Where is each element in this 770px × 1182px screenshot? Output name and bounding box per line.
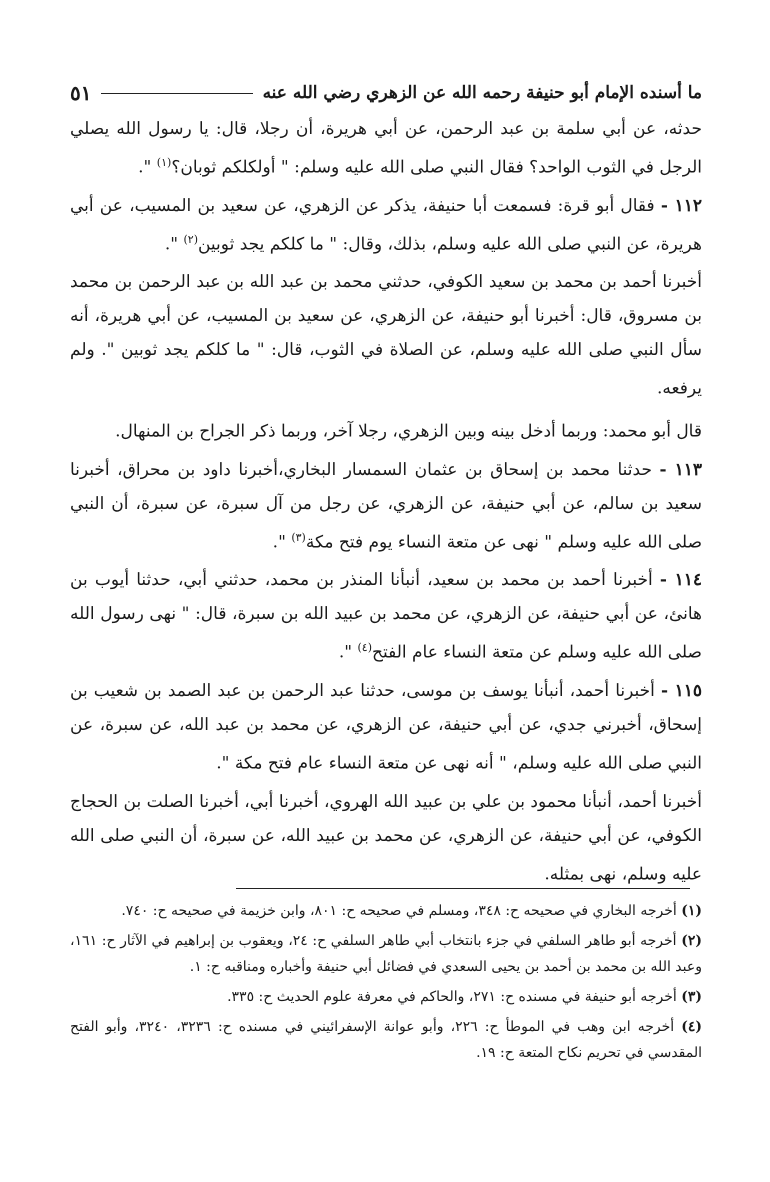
footnote-ref[interactable]: (٢) [183,232,198,246]
footnote [70,898,702,924]
footnote-number: (٣) [681,989,702,1005]
main-text [70,112,702,895]
paragraph-tail: ". [338,642,358,663]
footnotes [70,898,702,1070]
paragraph [70,265,702,406]
hadith-number: ١١٢ - [660,195,702,216]
footnote [70,984,702,1010]
paragraph-tail: ". [138,157,157,178]
footnote-number: (٢) [681,933,702,949]
footnote-text: أخرجه أبو حنيفة في مسنده ح: ٢٧١، والحاكم في معرفة علوم الحديث ح: ٣٣٥. [227,989,677,1005]
footnote-number: (٤) [681,1019,703,1035]
footnote-number: (١) [681,903,702,919]
footnote-ref[interactable]: (١) [156,156,172,169]
paragraph [70,453,702,560]
paragraph-text: أخبرنا أحمد، أنبأنا محمود بن علي بن عبيد الله الهروي، أخبرنا أبي، أخبرنا الصلت بن الحجاج الكوفي، عن أبي حنيفة، عن الزهري، عن محمد بن عبيد الله، عن سبرة، أن النبي صلى الله عليه وسلم، نهى بمثله. [70,791,702,885]
footnote-text: أخرجه البخاري في صحيحه ح: ٣٤٨، ومسلم في صحيحه ح: ٨٠١، وابن خزيمة في صحيحه ح: ٧٤٠. [121,903,677,919]
hadith-number: ١١٥ - [660,680,702,701]
footnote-ref[interactable]: (٣) [291,530,306,544]
hadith-number: ١١٤ - [659,570,702,591]
paragraph-text: أخبرنا أحمد بن محمد بن سعيد، أنبأنا المنذر بن محمد، حدثني أبي، حدثنا أيوب بن هانئ، عن أبي حنيفة، عن الزهري، عن محمد بن عبيد الله بن سبرة، قال: " نهى رسول الله صلى الله عليه وسلم عن متعة النساء عام الفتح [70,570,702,663]
paragraph [70,189,702,262]
running-header [70,78,702,108]
paragraph-text: حدثنا محمد بن إسحاق بن عثمان السمسار البخاري،أخبرنا داود بن محراق، أخبرنا سعيد بن سالم، عن أبي حنيفة، عن الزهري، عن رجل من آل سبرة، عن سبرة، أن النبي صلى الله عليه وسلم " نهى عن متعة النساء يوم فتح مكة [70,459,702,553]
paragraph-text: حدثه، عن أبي سلمة بن عبد الرحمن، عن أبي هريرة، أن رجلا، قال: يا رسول الله يصلي الرجل في الثوب الواحد؟ فقال النبي صلى الله عليه وسلم: " أولكلكم ثوبان؟ [70,119,702,178]
paragraph-text: أخبرنا أحمد، أنبأنا يوسف بن موسى، حدثنا عبد الرحمن بن عبد الصمد بن شعيب بن إسحاق، أخبرني جدي، عن أبي حنيفة، عن الزهري، عن محمد بن عبد الله، عن سبرة، عن النبي صلى الله عليه وسلم، " أنه نهى عن متعة النساء عام فتح مكة ". [70,680,702,774]
footnote [70,928,702,980]
paragraph-text: فقال أبو قرة: فسمعت أبا حنيفة، يذكر عن الزهري، عن سعيد بن المسيب، عن أبي هريرة، عن النبي صلى الله عليه وسلم، بذلك، وقال: " ما كلكم يجد ثوبين [70,195,702,255]
paragraph-tail: ". [272,532,292,553]
paragraph [70,785,702,892]
footnote-ref[interactable]: (٤) [357,641,373,655]
hadith-number: ١١٣ - [659,459,702,480]
paragraph-text: قال أبو محمد: وربما أدخل بينه وبين الزهري، رجلا آخر، وربما ذكر الجراح بن المنهال. [115,421,702,442]
header-rule [101,93,252,94]
paragraph [70,410,702,449]
footnote-text: أخرجه ابن وهب في الموطأ ح: ٢٢٦، وأبو عوانة الإسفرائيني في مسنده ح: ٣٢٣٦، ٣٢٤٠، وأبو الفتح المقدسي في تحريم نكاح المتعة ح: ١٩. [70,1019,702,1061]
page-number: ٥١ [70,81,92,105]
paragraph [70,563,702,670]
paragraph-tail: ". [164,234,184,255]
footnote [70,1014,702,1066]
header-title: ما أسنده الإمام أبو حنيفة رحمه الله عن الزهري رضي الله عنه [262,83,702,103]
footnote-separator [236,888,690,889]
paragraph [70,112,702,185]
footnote-text: أخرجه أبو طاهر السلفي في جزء بانتخاب أبي طاهر السلفي ح: ٢٤، ويعقوب بن إبراهيم في الآثار ح: ١٦١، وعبد الله بن محمد بن أحمد بن يحيى السعدي في فضائل أبي حنيفة وأخباره ومناقبه ح: ١. [70,933,702,975]
paragraph [70,674,702,781]
paragraph-text: أخبرنا أحمد بن محمد بن سعيد الكوفي، حدثني محمد بن عبد الله بن عبد الرحمن بن محمد بن مسروق، قال: أخبرنا أبو حنيفة، عن الزهري، عن سعيد بن المسيب، عن أبي هريرة، أنه سأل النبي صلى الله عليه وسلم، عن الصلاة في الثوب، قال: " ما كلكم يجد ثوبين ". ولم يرفعه. [70,272,702,399]
